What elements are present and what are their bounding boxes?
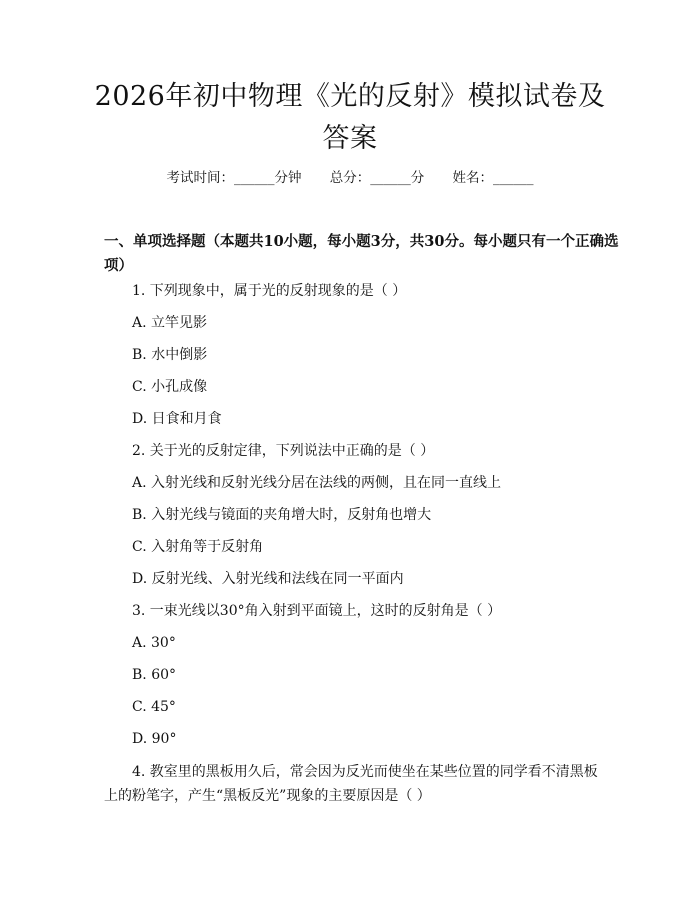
question-3-option-a: A. 30° bbox=[132, 635, 176, 651]
page-title: 2026年初中物理《光的反射》模拟试卷及答案 bbox=[94, 81, 606, 154]
question-2-stem: 2. 关于光的反射定律，下列说法中正确的是（ ） bbox=[132, 443, 435, 459]
question-1-option-d: D. 日食和月食 bbox=[132, 411, 222, 427]
question-1-option-a: A. 立竿见影 bbox=[132, 315, 208, 331]
question-1-option-b: B. 水中倒影 bbox=[132, 347, 208, 363]
question-1-stem: 1. 下列现象中，属于光的反射现象的是（ ） bbox=[132, 283, 407, 299]
question-3-option-b: B. 60° bbox=[132, 667, 177, 683]
exam-time-field: 考试时间：______分钟 bbox=[166, 170, 302, 186]
question-2-option-a: A. 入射光线和反射光线分居在法线的两侧，且在同一直线上 bbox=[132, 475, 502, 491]
question-3-stem: 3. 一束光线以30°角入射到平面镜上，这时的反射角是（ ） bbox=[132, 603, 502, 619]
question-3-option-d: D. 90° bbox=[132, 731, 177, 747]
question-3-option-c: C. 45° bbox=[132, 699, 176, 715]
question-2-option-c: C. 入射角等于反射角 bbox=[132, 539, 264, 555]
question-1-option-c: C. 小孔成像 bbox=[132, 379, 208, 395]
question-2-option-b: B. 入射光线与镜面的夹角增大时，反射角也增大 bbox=[132, 507, 432, 523]
total-score-field: 总分：______分 bbox=[329, 170, 425, 186]
section-heading: 一、单项选择题（本题共10小题，每小题3分，共30分。每小题只有一个正确选项） bbox=[104, 233, 619, 274]
question-4-stem: 4. 教室里的黑板用久后，常会因为反光而使坐在某些位置的同学看不清黑板上的粉笔字，产生“黑板反光”现象的主要原因是（ ） bbox=[104, 764, 598, 804]
question-2-option-d: D. 反射光线、入射光线和法线在同一平面内 bbox=[132, 571, 404, 587]
exam-info-row bbox=[0, 168, 700, 188]
student-name-field: 姓名：______ bbox=[452, 170, 534, 186]
